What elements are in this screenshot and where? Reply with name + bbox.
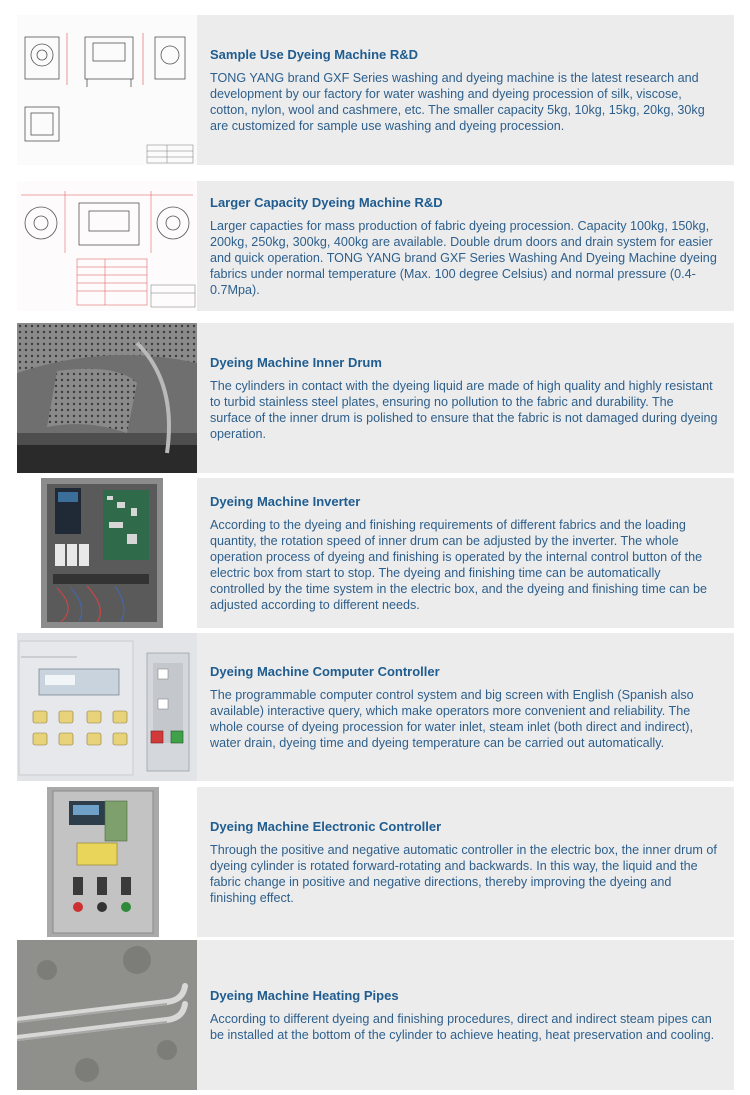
- section-inner-drum: [17, 323, 734, 473]
- section-text: [197, 633, 734, 781]
- section-description: The cylinders in contact with the dyeing liquid are made of high quality and highly resistant to turbid stainless steel plates, ensuring no pollution to the fabric and durability. The surface of the inner drum is polished to ensure that the fabric is not damaged during dyeing operation.: [210, 378, 718, 441]
- drum-photo-icon: [17, 323, 197, 473]
- heating-pipe-photo-icon: [17, 940, 197, 1090]
- section-title: Dyeing Machine Inverter: [210, 493, 361, 509]
- section-title: Sample Use Dyeing Machine R&D: [210, 46, 419, 62]
- section-description: According to the dyeing and finishing requirements of different fabrics and the loading quantity, the rotation speed of inner drum can be adjusted by the inverter. The whole operation process of dyeing and finishing is operated by the internal control button of the electric box from start to stop. The dyeing and finishing time can be automatically controlled by the time system in the electric box, and the dyeing and finishing time can be adjusted according to different needs.: [210, 517, 708, 612]
- section-text: [197, 940, 734, 1090]
- section-text: [197, 323, 734, 473]
- section-description: The programmable computer control system and big screen with English (Spanish also available) interactive query, which make operators more convenient and reliability. The whole course of dyeing procession for water inlet, steam inlet (both direct and indirect), water drain, dyeing time and dyeing temperature can be carried out automatically.: [210, 687, 694, 750]
- section-larger-capacity-machine: [17, 181, 734, 311]
- electronic-controller-photo: [17, 787, 197, 937]
- section-text: [197, 181, 734, 311]
- section-sample-dyeing-machine: [17, 15, 734, 165]
- section-heating-pipes: [17, 940, 734, 1090]
- sample-machine-drawing-image: [17, 15, 197, 165]
- section-text: [197, 787, 734, 937]
- section-title: Dyeing Machine Heating Pipes: [210, 987, 399, 1003]
- section-text: [197, 15, 734, 165]
- inverter-photo: [17, 478, 197, 628]
- heating-pipes-photo: [17, 940, 197, 1090]
- electric-box-photo-icon: [17, 478, 197, 628]
- section-electronic-controller: [17, 787, 734, 937]
- section-title: Dyeing Machine Inner Drum: [210, 354, 382, 370]
- section-computer-controller: [17, 633, 734, 781]
- technical-drawing-icon: [17, 181, 197, 311]
- control-panel-photo-icon: [17, 633, 197, 781]
- large-machine-drawing-image: [17, 181, 197, 311]
- inner-drum-photo: [17, 323, 197, 473]
- section-title: Larger Capacity Dyeing Machine R&D: [210, 194, 443, 210]
- section-title: Dyeing Machine Computer Controller: [210, 663, 440, 679]
- section-description: TONG YANG brand GXF Series washing and dyeing machine is the latest research and development by our factory for water washing and dyeing procession of silk, viscose, cotton, nylon, wool and cashmere, etc. The smaller capacity 5kg, 10kg, 15kg, 20kg, 30kg are customized for sample use washing and dyeing procession.: [210, 70, 705, 133]
- section-text: [197, 478, 734, 628]
- technical-drawing-icon: [17, 15, 197, 165]
- section-description: According to different dyeing and finishing procedures, direct and indirect steam pipes can be installed at the bottom of the cylinder to achieve heating, heat preservation and cooling.: [210, 1011, 715, 1042]
- section-description: Larger capacties for mass production of fabric dyeing procession. Capacity 100kg, 150kg, 200kg, 250kg, 300kg, 400kg are available. Double drum doors and drain system for easier and quick operation. TONG YANG brand GXF Series Washing And Dyeing Machine dyeing fabrics under normal temperature (Max. 100 degree Celsius) and normal pressure (0.4-0.7Mpa).: [210, 218, 717, 297]
- section-inverter: [17, 478, 734, 628]
- electric-cabinet-photo-icon: [17, 787, 197, 937]
- section-title: Dyeing Machine Electronic Controller: [210, 818, 442, 834]
- section-description: Through the positive and negative automatic controller in the electric box, the inner drum of dyeing cylinder is rotated forward-rotating and backwards. In this way, the liquid and the fabric change in positive and negative directions, thereby improving the dyeing and finishing effect.: [210, 842, 717, 905]
- computer-controller-photo: [17, 633, 197, 781]
